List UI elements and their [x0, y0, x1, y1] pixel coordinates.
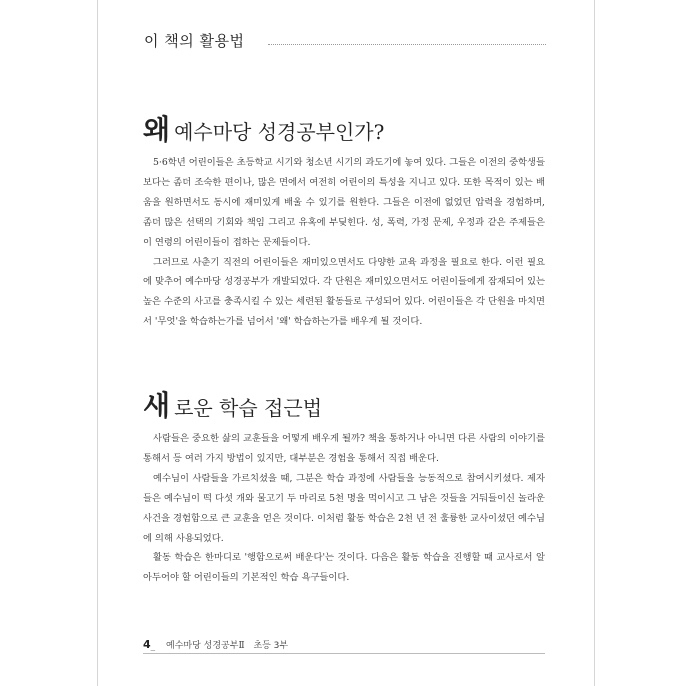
section-body-why: [143, 153, 545, 332]
page-footer: [143, 638, 288, 651]
page-number-underscore: _: [150, 641, 156, 651]
heading-text: 예수마당 성경공부인가?: [174, 120, 385, 144]
paragraph: 활동 학습은 한마디로 '행함으로써 배운다'는 것이다. 다음은 활동 학습을 진행할 때 교사로서 알아두어야 할 어린이들의 기본적인 학습 욕구들이다.: [143, 552, 545, 584]
heading-text: 로운 학습 접근법: [174, 396, 323, 420]
heading-initial: 왜: [143, 113, 171, 146]
section-body-new-approach: [143, 429, 545, 588]
paragraph: 5·6학년 어린이들은 초등학교 시기와 청소년 시기의 과도기에 놓여 있다. 그들은 이전의 중학생들보다는 좀더 조숙한 편이나, 많은 면에서 여전히 어린이의 특성을 지니고 있다. 또한 목적이 있는 배움을 원하면서도 동시에 재미있게 배울 수 있기를 원한다. 그들은 이전에 없었던 압력을 경험하며, 좀더 많은 선택의 기회와 책임 그리고 유혹에 부딪힌다. 성, 폭력, 가정 문제, 우정과 같은 주제들은 이 연령의 어린이들이 접하는 문제들이다.: [143, 157, 545, 248]
page-number: 4: [143, 638, 151, 651]
paragraph: 예수님이 사람들을 가르치셨을 때, 그분은 학습 과정에 사람들을 능동적으로 참여시키셨다. 제자들은 예수님이 떡 다섯 개와 물고기 두 마리로 5천 명을 먹이시고 그 남은 것들을 거둬들이신 놀라운 사건을 경험함으로 큰 교훈을 얻은 것이다. 이처럼 활동 학습은 2천 년 전 훌륭한 교사이셨던 예수님에 의해 사용되었다.: [143, 472, 545, 544]
header-dotted-rule: [268, 44, 546, 45]
section-heading-new-approach: [143, 384, 322, 424]
section-heading-why: [143, 108, 384, 148]
footer-rule: [143, 653, 545, 654]
paragraph: 그러므로 사춘기 직전의 어린이들은 재미있으면서도 다양한 교육 과정을 필요로 한다. 이런 필요에 맞추어 예수마당 성경공부가 개발되었다. 각 단원은 재미있으면서도 어린이들에게 잠재되어 있는 높은 수준의 사고를 충족시킬 수 있는 세련된 활동들로 구성되어 있다. 어린이들은 각 단원을 마치면서 '무엇'을 학습하는가를 넘어서 '왜' 학습하는가를 배우게 될 것이다.: [143, 256, 545, 328]
running-header-title: 이 책의 활용법: [144, 32, 245, 50]
heading-initial: 새: [143, 389, 171, 422]
footer-grade: 초등 3부: [253, 641, 289, 651]
footer-book-title: 예수마당 성경공부Ⅱ: [166, 641, 245, 651]
paragraph: 사람들은 중요한 삶의 교훈들을 어떻게 배우게 될까? 책을 통하거나 아니면 다른 사람의 이야기를 통해서 등 여러 가지 방법이 있지만, 대부분은 경험을 통해서 직접 배운다.: [143, 433, 545, 464]
